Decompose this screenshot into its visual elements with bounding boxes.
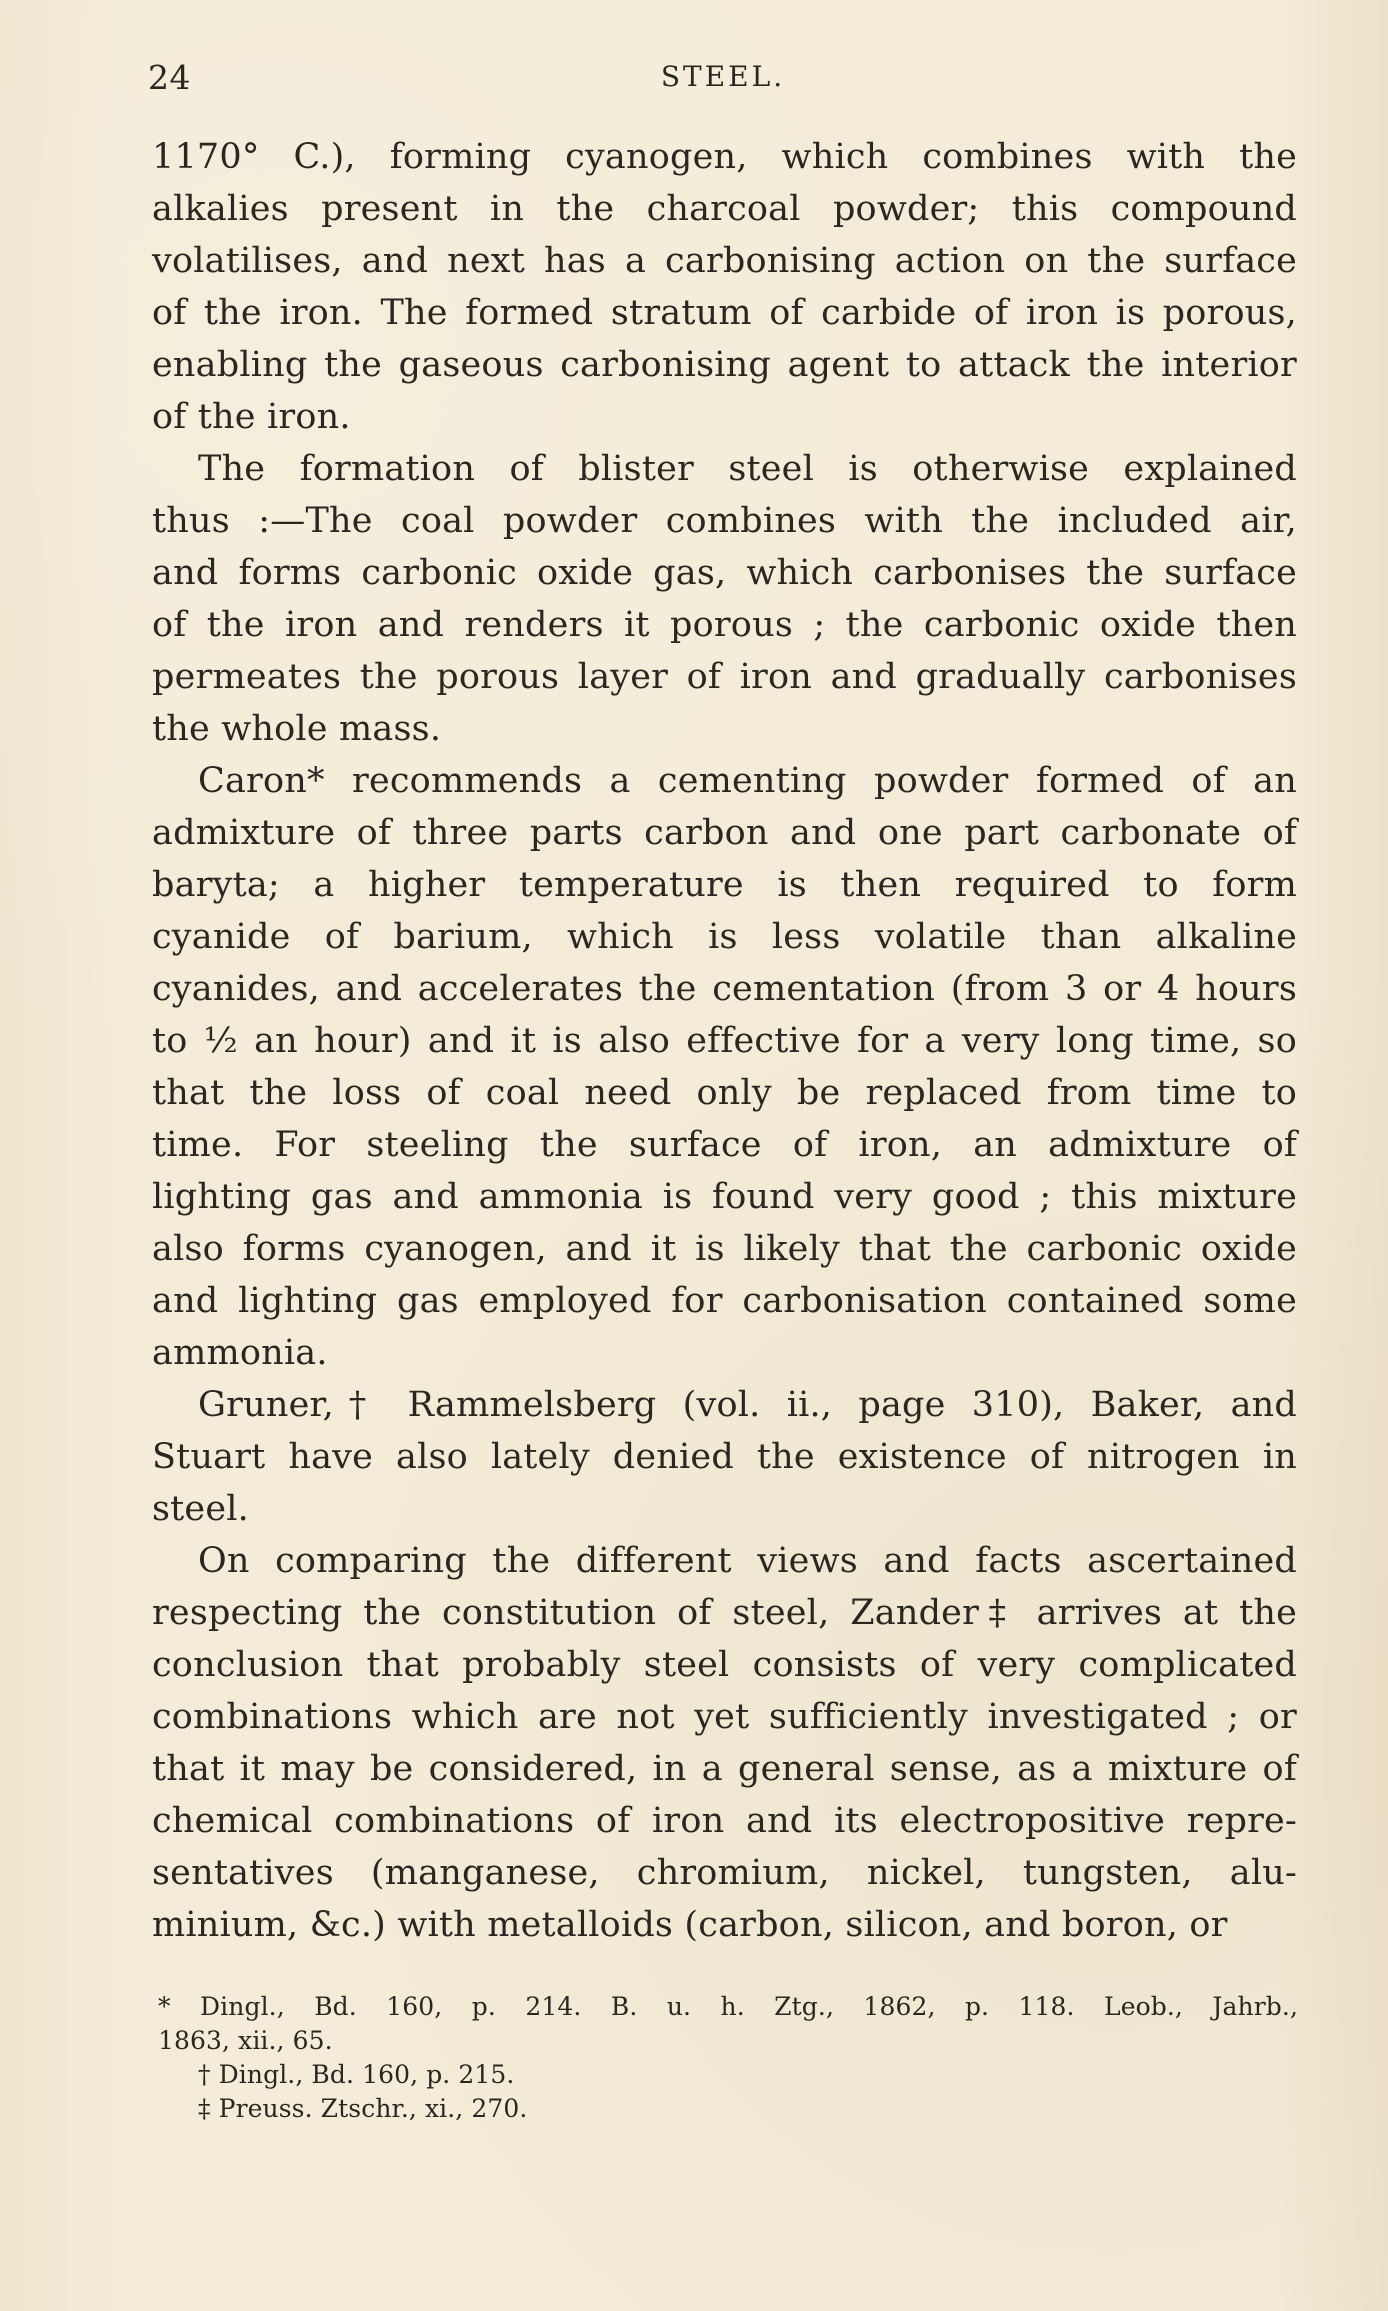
footnote-line: ‡ Preuss. Ztschr., xi., 270. xyxy=(198,2094,528,2123)
text-line: Caron* recommends a cementing powder formed of an xyxy=(198,761,1297,801)
text-line: also forms cyanogen, and it is likely that the carbonic oxide xyxy=(152,1229,1297,1269)
text-line: time. For steeling the surface of iron, an admixture of xyxy=(152,1125,1297,1165)
text-line: cyanides, and accelerates the cementation (from 3 or 4 hours xyxy=(152,969,1297,1009)
page-number: 24 xyxy=(148,58,191,97)
text-line: baryta; a higher temperature is then required to form xyxy=(152,865,1297,905)
text-line: of the iron and renders it porous ; the carbonic oxide then xyxy=(152,605,1297,645)
text-line: enabling the gaseous carbonising agent to attack the interior xyxy=(152,345,1297,385)
footnote-line: 1863, xii., 65. xyxy=(158,2026,333,2055)
footnotes xyxy=(158,1990,1298,2126)
text-line: permeates the porous layer of iron and gradually carbonises xyxy=(152,657,1297,697)
text-line: thus :—The coal powder combines with the included air, xyxy=(152,501,1297,541)
paragraph xyxy=(152,755,1297,1379)
paragraph xyxy=(152,1379,1297,1535)
footnote-line: † Dingl., Bd. 160, p. 215. xyxy=(198,2060,515,2089)
text-line: lighting gas and ammonia is found very good ; this mixture xyxy=(152,1177,1297,1217)
text-line: admixture of three parts carbon and one part carbonate of xyxy=(152,813,1297,853)
text-line: chemical combinations of iron and its electropositive repre- xyxy=(152,1801,1297,1841)
paragraph xyxy=(152,443,1297,755)
text-line: and forms carbonic oxide gas, which carbonises the surface xyxy=(152,553,1297,593)
text-line: steel. xyxy=(152,1489,249,1529)
text-line: respecting the constitution of steel, Zander‡ arrives at the xyxy=(152,1593,1297,1633)
text-line: minium, &c.) with metalloids (carbon, silicon, and boron, or xyxy=(152,1905,1228,1945)
text-line: that the loss of coal need only be replaced from time to xyxy=(152,1073,1297,1113)
text-line: Gruner,† Rammelsberg (vol. ii., page 310), Baker, and xyxy=(198,1385,1297,1425)
text-line: The formation of blister steel is otherwise explained xyxy=(198,449,1297,489)
page-header xyxy=(148,58,1298,108)
text-line: conclusion that probably steel consists of very complicated xyxy=(152,1645,1297,1685)
text-line: cyanide of barium, which is less volatile than alkaline xyxy=(152,917,1297,957)
paragraph xyxy=(152,1535,1297,1951)
text-line: Stuart have also lately denied the existence of nitrogen in xyxy=(152,1437,1297,1477)
text-line: to ½ an hour) and it is also effective for a very long time, so xyxy=(152,1021,1297,1061)
text-line: 1170° C.), forming cyanogen, which combines with the xyxy=(152,137,1297,177)
running-head: STEEL. xyxy=(660,60,786,93)
paragraph xyxy=(152,131,1297,443)
text-line: combinations which are not yet sufficiently investigated ; or xyxy=(152,1697,1297,1737)
text-line: sentatives (manganese, chromium, nickel, tungsten, alu- xyxy=(152,1853,1297,1893)
text-line: alkalies present in the charcoal powder; this compound xyxy=(152,189,1297,229)
text-line: volatilises, and next has a carbonising action on the surface xyxy=(152,241,1297,281)
text-line: that it may be considered, in a general sense, as a mixture of xyxy=(152,1749,1297,1789)
text-line: and lighting gas employed for carbonisation contained some xyxy=(152,1281,1297,1321)
text-line: ammonia. xyxy=(152,1333,328,1373)
footnote-line: * Dingl., Bd. 160, p. 214. B. u. h. Ztg., 1862, p. 118. Leob., Jahrb., xyxy=(158,1992,1298,2021)
text-line: the whole mass. xyxy=(152,709,442,749)
text-line: On comparing the different views and facts ascertained xyxy=(198,1541,1297,1581)
text-line: of the iron. The formed stratum of carbide of iron is porous, xyxy=(152,293,1297,333)
body-text xyxy=(152,131,1297,1951)
text-line: of the iron. xyxy=(152,397,351,437)
